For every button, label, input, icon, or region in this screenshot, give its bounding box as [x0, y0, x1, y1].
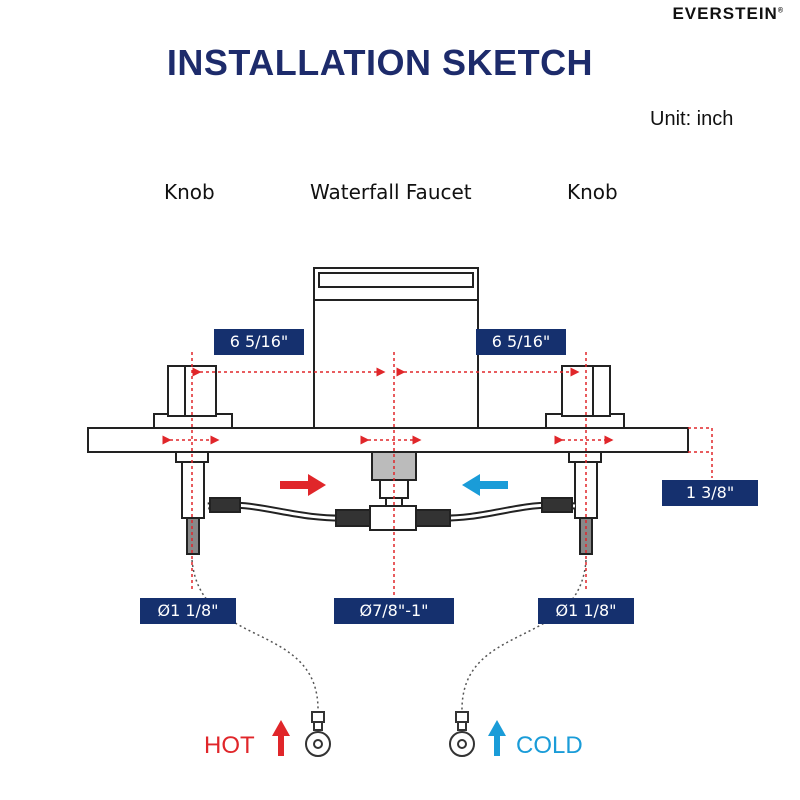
- waterfall-faucet-body: [314, 268, 478, 430]
- brand-logo: EVERSTEIN®: [672, 4, 784, 23]
- right-spacing-badge: 6 5/16": [476, 329, 566, 355]
- cold-label: COLD: [516, 732, 583, 759]
- hot-valve-icon: [306, 712, 330, 756]
- right-knob-body: [546, 366, 624, 430]
- cold-arrow-icon: [488, 720, 506, 756]
- flow-right-arrow-icon: [280, 474, 326, 496]
- cold-valve-icon: [450, 712, 474, 756]
- page-title: INSTALLATION SKETCH: [166, 42, 594, 83]
- faucet-label: Waterfall Faucet: [310, 180, 472, 204]
- hot-label: HOT: [204, 732, 255, 759]
- left-spacing-badge: 6 5/16": [214, 329, 304, 355]
- unit-label: Unit: inch: [650, 108, 734, 130]
- supply-lines: [192, 560, 586, 712]
- under-deck-plumbing: [176, 452, 601, 554]
- right-hole-badge: Ø1 1/8": [538, 598, 634, 624]
- deck-thickness-badge: 1 3/8": [662, 480, 758, 506]
- left-hole-badge: Ø1 1/8": [140, 598, 236, 624]
- flow-left-arrow-icon: [462, 474, 508, 496]
- hot-arrow-icon: [272, 720, 290, 756]
- center-hole-badge: Ø7/8"-1": [334, 598, 454, 624]
- left-knob-label: Knob: [164, 180, 215, 204]
- right-knob-label: Knob: [567, 180, 618, 204]
- left-knob-body: [154, 366, 232, 430]
